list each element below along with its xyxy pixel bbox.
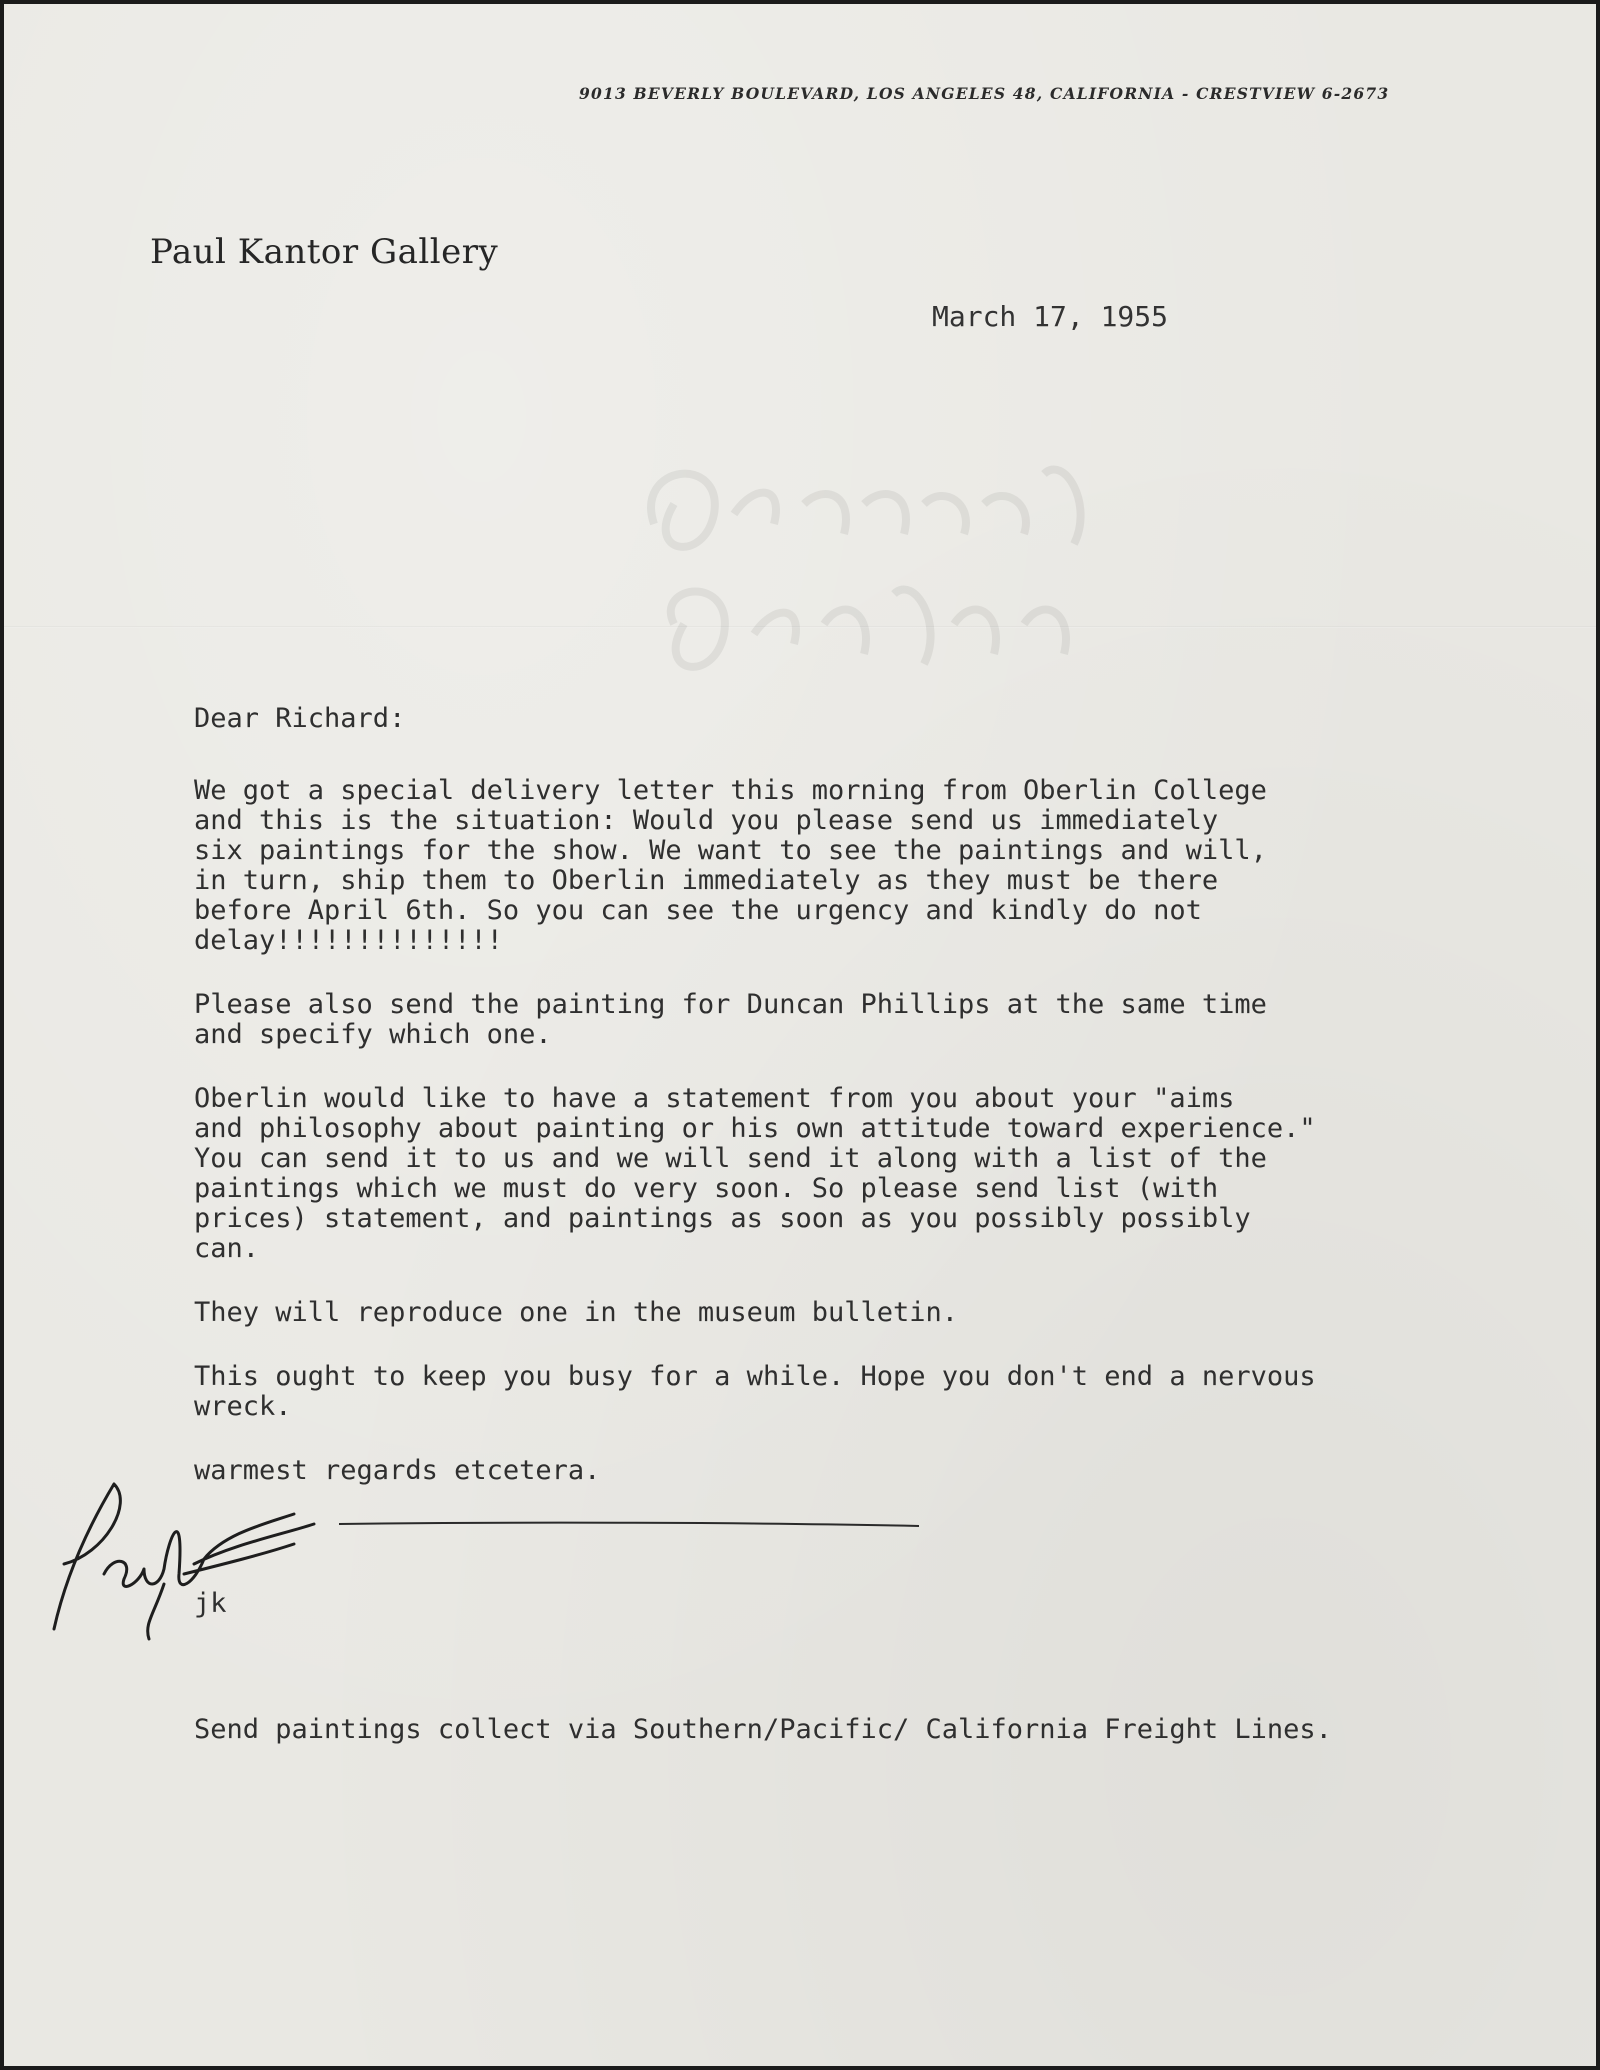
paragraph: We got a special delivery letter this morning from Oberlin College and this is the situation: Would you please send us immediately six paintings for the show. We want to see the paintings and will, in turn, ship them to Oberlin immediately as they must be there before April 6th. So you can see the urgency and kindly do not delay!!!!!!!!!!!!!! xyxy=(194,775,1267,956)
closing: warmest regards etcetera. xyxy=(194,1455,601,1486)
paragraph: Please also send the painting for Duncan Phillips at the same time and specify which one. xyxy=(194,989,1267,1050)
postscript: Send paintings collect via Southern/Pacific/ California Freight Lines. xyxy=(194,1714,1332,1745)
paragraph: They will reproduce one in the museum bulletin. xyxy=(194,1297,959,1328)
salutation: Dear Richard: xyxy=(194,703,406,734)
letter-page xyxy=(4,4,1596,2066)
letter-date: March 17, 1955 xyxy=(932,300,1169,333)
paragraph: This ought to keep you busy for a while. Hope you don't end a nervous wreck. xyxy=(194,1361,1316,1422)
typist-initials: jk xyxy=(194,1588,227,1619)
paragraph: Oberlin would like to have a statement from you about your "aims and philosophy about painting or his own attitude toward experience." You can send it to us and we will send it along with a list of the paintings which we must do very soon. So please send list (with prices) statement, and paintings as soon as you possibly possibly can. xyxy=(194,1083,1316,1264)
letterhead-address: 9013 BEVERLY BOULEVARD, LOS ANGELES 48, CALIFORNIA - CRESTVIEW 6-2673 xyxy=(579,84,1390,103)
gallery-name: Paul Kantor Gallery xyxy=(150,232,499,272)
signature-line xyxy=(339,1520,919,1528)
letter-body xyxy=(194,704,1534,1486)
paper-watermark xyxy=(614,444,1134,734)
handwritten-signature xyxy=(44,1474,324,1644)
